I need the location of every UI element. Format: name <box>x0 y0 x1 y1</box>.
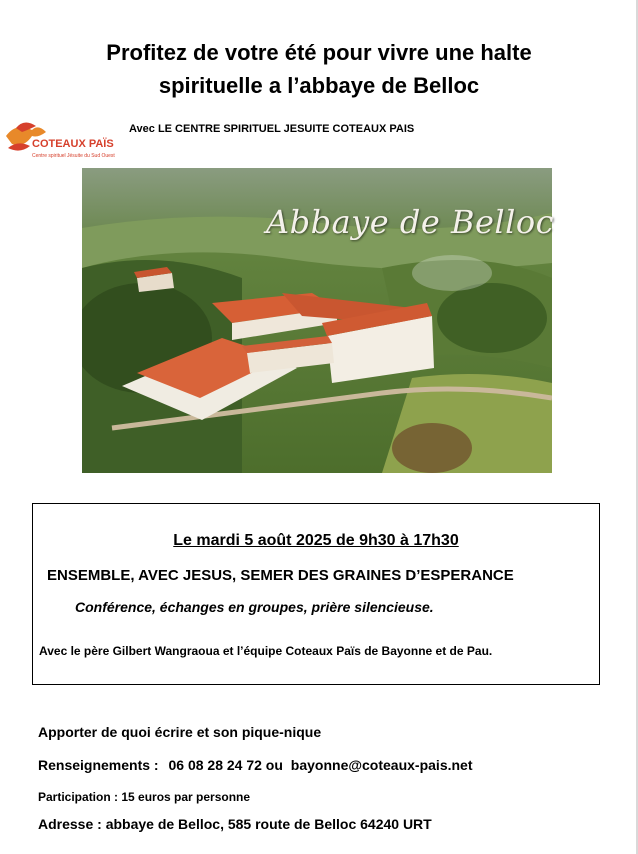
photo-caption: Abbaye de Belloc <box>266 203 555 241</box>
organizer-line: Avec LE CENTRE SPIRITUEL JESUITE COTEAUX PAIS <box>129 123 415 135</box>
contact-label: Renseignements : <box>38 757 159 773</box>
phone-number[interactable]: 06 08 28 24 72 <box>168 757 262 773</box>
event-date: Le mardi 5 août 2025 de 9h30 à 17h30 <box>173 532 459 549</box>
title-line-2: spirituelle a l’abbaye de Belloc <box>158 73 480 98</box>
bring-note: Apporter de quoi écrire et son pique-nique <box>38 724 322 740</box>
page-title <box>20 36 618 102</box>
event-program: Conférence, échanges en groupes, prière silencieuse. <box>75 599 434 615</box>
logo-tagline: Centre spirituel Jésuite du Sud Ouest <box>32 153 115 159</box>
contact-or: ou <box>265 757 283 773</box>
title-line-1: Profitez de votre été pour vivre une halte <box>106 40 532 65</box>
event-theme: ENSEMBLE, AVEC JESUS, SEMER DES GRAINES D’ESPERANCE <box>47 567 514 584</box>
contact-line <box>38 757 473 773</box>
address-line: Adresse : abbaye de Belloc, 585 route de Belloc 64240 URT <box>38 816 432 832</box>
logo-name: COTEAUX PAÏS <box>32 138 114 150</box>
event-box <box>32 503 600 685</box>
email-link[interactable]: bayonne@coteaux-pais.net <box>290 757 473 773</box>
event-leaders: Avec le père Gilbert Wangraoua et l’équipe Coteaux Païs de Bayonne et de Pau. <box>39 644 493 658</box>
price-line: Participation : 15 euros par personne <box>38 790 251 804</box>
